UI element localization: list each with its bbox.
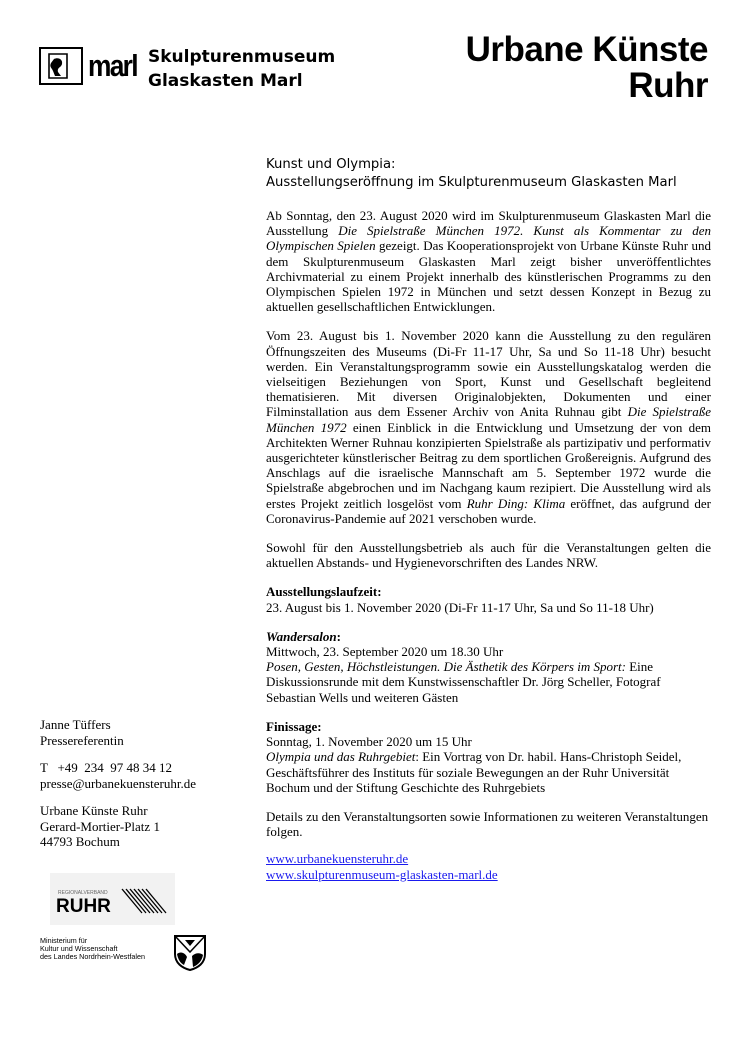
ministry-line1: Ministerium für [40, 936, 88, 945]
exhibition-title: Die Spielstraße München 1972. Kunst als Kommentar zu den Olympischen Spielen [266, 223, 711, 254]
wandersalon-text: Eine Diskussionsrunde mit dem Kunstwissenschaftler Dr. Jörg Scheller, Fotograf Sebastian Wells und weiteren Gästen [266, 659, 661, 705]
exhibition-title-short: Die Spielstraße München 1972 [266, 404, 711, 435]
press-release-body [266, 156, 711, 882]
paragraph-intro [266, 208, 711, 314]
rvr-big-text: RUHR [56, 896, 111, 917]
marl-logo-icon [39, 47, 83, 85]
address-org: Urbane Künste Ruhr [40, 803, 148, 818]
website-links [266, 851, 711, 881]
contact-role: Pressereferentin [40, 732, 124, 748]
finissage-date: Sonntag, 1. November 2020 um 15 Uhr [266, 734, 472, 750]
address-street: Gerard-Mortier-Platz 1 [40, 818, 160, 834]
contact-name: Janne Tüffers [40, 717, 111, 732]
section-wandersalon [266, 629, 711, 705]
contact-address [40, 803, 240, 850]
title-line1: Kunst und Olympia: [266, 157, 396, 172]
museum-name [148, 45, 335, 93]
text-run: einen Einblick in die Entwicklung und Umsetzung der von dem Architekten Werner Ruhnau konzipierten Spielstraße als partizipativ und performativ ausgerichteter künstlerischer Beitrag zu dem sportlichen Großereignis. Aufgrund des Anschlags auf die israelische Mannschaft am 5. September 1972 wurde die Spielstraße abgebrochen und im Nachgang kaum rezipiert. Die Ausstellung wird als erstes Projekt zeitlich losgelöst vom [266, 419, 711, 511]
text-run: Vom 23. August bis 1. November 2020 kann die Ausstellung zu den regulären Öffnungszeiten des Museums (Di-Fr 11-17 Uhr, Sa und So 11-18 Uhr) besucht werden. Ein Veranstaltungsprogramm sowie ein Ausstellungskatalog werden die vielseitigen Beziehungen von Sport, Kunst und Gesellschaft begleitend thematisieren. Mit diversen Originalobjekten, Dokumenten und einer Filminstallation aus dem Essener Archiv von Anita Ruhnau gibt [266, 328, 711, 420]
org-name-line2: Ruhr [628, 66, 708, 105]
contact-phone: T +49 234 97 48 34 12 [40, 760, 173, 775]
museum-name-line2: Glaskasten Marl [148, 71, 303, 91]
ministry-label [40, 937, 145, 961]
finissage-heading: Finissage: [266, 718, 322, 734]
paragraph-hygiene: Sowohl für den Ausstellungsbetrieb als auch für die Veranstaltungen gelten die aktuellen Abstands- und Hygienevorschriften des Landes NRW. [266, 540, 711, 571]
rvr-small-text: REGIONALVERBAND [58, 890, 108, 896]
wandersalon-heading: Wandersalon [266, 628, 337, 644]
wandersalon-title: Posen, Gesten, Höchstleistungen. Die Ästhetik des Körpers im Sport: [266, 659, 626, 675]
text-run: eröffnet, das aufgrund der Coronavirus-Pandemie auf 2021 verschoben wurde. [266, 495, 711, 526]
laufzeit-text: 23. August bis 1. November 2020 (Di-Fr 11-17 Uhr, Sa und So 11-18 Uhr) [266, 599, 654, 615]
heading-colon: : [336, 628, 341, 644]
museum-name-line1: Skulpturenmuseum [148, 47, 336, 67]
rvr-logo [50, 873, 175, 925]
paragraph-details [266, 328, 711, 526]
press-contact [40, 717, 240, 862]
marl-logo-word: marl [88, 48, 137, 83]
wandersalon-date: Mittwoch, 23. September 2020 um 18.30 Uhr [266, 644, 504, 660]
text-run: gezeigt. Das Kooperationsprojekt von Urbane Künste Ruhr und dem Skulpturenmuseum Glaskasten Marl zeigt bisher unveröffentlichtes Archivmaterial zu einem Projekt innerhalb des künstlerischen Programms zu den Olympischen Spielen 1972 in München und setzt dessen Konzept in Bezug zu aktuellen gesellschaftlichen Entwicklungen. [266, 238, 712, 315]
finissage-text: : Ein Vortrag von Dr. habil. Hans-Christoph Seidel, Geschäftsführer des Instituts für soziale Bewegungen an der Ruhr Universität Bochum und der Stiftung Geschichte des Ruhrgebiets [266, 749, 682, 795]
text-run: Ab Sonntag, den 23. August 2020 wird im Skulpturenmuseum Glaskasten Marl die Ausstellung [266, 208, 711, 239]
address-city: 44793 Bochum [40, 834, 120, 849]
laufzeit-heading: Ausstellungslaufzeit: [266, 584, 382, 600]
title-line2: Ausstellungseröffnung im Skulpturenmuseum Glaskasten Marl [266, 175, 677, 190]
contact-channels [40, 760, 240, 791]
contact-email[interactable]: presse@urbanekuensteruhr.de [40, 775, 196, 791]
page-title [266, 156, 711, 192]
nrw-coat-of-arms-icon [173, 934, 207, 972]
finissage-title: Olympia und das Ruhrgebiet [266, 749, 416, 765]
contact-person [40, 717, 240, 748]
section-laufzeit [266, 584, 711, 614]
org-name-line1: Urbane Künste [465, 30, 708, 69]
link-skulpturenmuseum[interactable]: www.skulpturenmuseum-glaskasten-marl.de [266, 866, 498, 882]
ministry-line2: Kultur und Wissenschaft [40, 944, 118, 953]
event-title-ruhr-ding: Ruhr Ding: Klima [466, 495, 566, 511]
urbane-kuenste-ruhr-logo [466, 32, 708, 104]
section-finissage [266, 719, 711, 795]
paragraph-further-details: Details zu den Veranstaltungsorten sowie Informationen zu weiteren Veranstaltungen folgen. [266, 808, 709, 840]
link-urbanekuensteruhr[interactable]: www.urbanekuensteruhr.de [266, 851, 409, 867]
ministry-line3: des Landes Nordrhein-Westfalen [40, 952, 145, 961]
